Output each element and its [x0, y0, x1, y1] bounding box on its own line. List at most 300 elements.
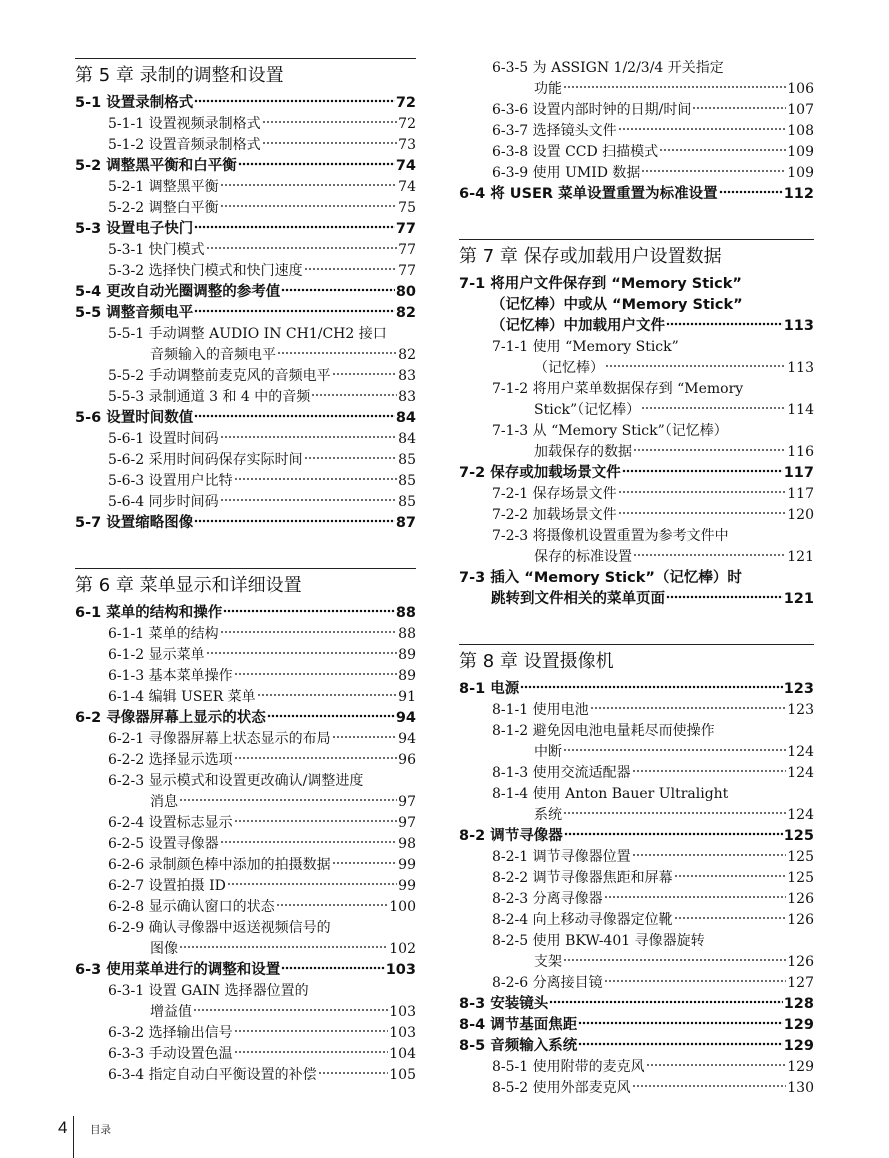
dot-leader: [220, 498, 398, 502]
toc-subsection-entry[interactable]: [75, 387, 416, 408]
toc-entry-title: 7-2 保存或加载场景文件: [459, 465, 621, 481]
toc-entry-title: 6-1-1 菜单的结构: [108, 626, 219, 642]
toc-subsection-entry[interactable]: [75, 834, 416, 855]
toc-entry-title: 5-2 调整黑平衡和白平衡: [75, 158, 237, 174]
toc-entry-title: 6-3-7 选择镜头文件: [492, 123, 617, 139]
toc-page-number: 80: [395, 284, 416, 300]
toc-section-entry[interactable]: [459, 184, 814, 205]
toc-entry-title: 跳转到文件相关的菜单页面: [491, 591, 665, 607]
dot-leader: [234, 672, 398, 676]
toc-page-number: 126: [787, 954, 814, 970]
dot-leader: [719, 190, 783, 194]
toc-entry-title: 8-5 音频输入系统: [459, 1038, 578, 1054]
dot-leader: [633, 553, 786, 557]
toc-subsection-entry[interactable]: [75, 471, 416, 492]
toc-subsection-entry[interactable]: [459, 400, 814, 421]
toc-entry-title: 加载保存的数据: [534, 444, 632, 460]
toc-entry-title: （记忆棒）: [534, 360, 604, 376]
dot-leader: [194, 519, 395, 523]
dot-leader: [304, 456, 398, 460]
dot-leader: [332, 372, 398, 376]
dot-leader: [666, 322, 783, 326]
dot-leader: [194, 225, 395, 229]
toc-page-number: 103: [385, 962, 416, 978]
toc-subsection-entry[interactable]: [75, 855, 416, 876]
toc-page-number: 129: [783, 1038, 814, 1054]
toc-section-entry[interactable]: [75, 513, 416, 534]
toc-entry-text: 6-2-3 显示模式和设置更改确认/调整进度: [108, 773, 364, 789]
toc-entry-title: 消息: [150, 794, 178, 810]
toc-subsection-entry[interactable]: [75, 1044, 416, 1065]
toc-subsection-entry[interactable]: [459, 700, 814, 721]
toc-entry-title: 8-2-6 分离接目镜: [492, 975, 603, 991]
toc-entry-title: 保存的标准设置: [534, 549, 632, 565]
dot-leader: [179, 798, 397, 802]
toc-entry-title: 6-2-8 显示确认窗口的状态: [108, 899, 275, 915]
toc-entry-title: 8-2-2 调节寻像器焦距和屏幕: [492, 870, 673, 886]
toc-page-number: 121: [783, 591, 814, 607]
dot-leader: [618, 511, 787, 515]
toc-page-number: 75: [398, 200, 416, 216]
toc-entry-title: 8-2 调节寻像器: [459, 828, 563, 844]
toc-entry-title: 8-1 电源: [459, 681, 520, 697]
toc-page-number: 82: [395, 305, 416, 321]
dot-leader: [578, 1021, 782, 1025]
toc-subsection-entry[interactable]: [459, 547, 814, 568]
toc-page-number: 102: [389, 941, 416, 957]
toc-entry-title: 8-5-2 使用外部麦克风: [492, 1080, 631, 1096]
toc-section-entry[interactable]: [75, 408, 416, 429]
toc-subsection-entry[interactable]: [75, 261, 416, 282]
toc-page-number: 130: [787, 1080, 814, 1096]
toc-page-number: 97: [398, 794, 416, 810]
dot-leader: [674, 874, 787, 878]
toc-page-number: 105: [389, 1067, 416, 1083]
dot-leader: [632, 853, 787, 857]
toc-page-number: 124: [787, 744, 814, 760]
toc-page-number: 73: [398, 137, 416, 153]
dot-leader: [220, 204, 398, 208]
toc-subsection-entry[interactable]: [75, 198, 416, 219]
toc-chapter: [459, 239, 814, 610]
dot-leader: [618, 127, 787, 131]
toc-entry-title: 8-1-3 使用交流适配器: [492, 765, 631, 781]
toc-page-number: 94: [395, 710, 416, 726]
dot-leader: [276, 903, 389, 907]
toc-entry-title: 5-5 调整音频电平: [75, 305, 194, 321]
chapter-title: 第 7 章 保存或加载用户设置数据: [459, 246, 722, 267]
toc-page-number: 120: [787, 507, 814, 523]
toc-entry-title: 支架: [534, 954, 562, 970]
dot-leader: [633, 448, 786, 452]
toc-subsection-entry[interactable]: [75, 939, 416, 960]
toc-subsection-entry[interactable]: [75, 1023, 416, 1044]
dot-leader: [311, 393, 397, 397]
toc-page-number: 84: [398, 431, 416, 447]
toc-entry-title: 6-1-3 基本菜单操作: [108, 668, 233, 684]
toc-entry-title: 5-6-4 同步时间码: [108, 494, 219, 510]
dot-leader: [194, 99, 395, 103]
dot-leader: [590, 706, 787, 710]
toc-entry-title: 6-4 将 USER 菜单设置重置为标准设置: [459, 186, 718, 202]
toc-subsection-entry[interactable]: [75, 1065, 416, 1086]
toc-entry-title: 功能: [534, 81, 562, 97]
toc-entry-title: 5-6-1 设置时间码: [108, 431, 219, 447]
toc-page-number: 125: [787, 849, 814, 865]
toc-entry-title: 6-2-7 设置拍摄 ID: [108, 878, 226, 894]
dot-leader: [179, 945, 388, 949]
toc-entry-text: 6-3-5 为 ASSIGN 1/2/3/4 开关指定: [492, 60, 724, 76]
toc-section-entry[interactable]: [459, 994, 814, 1015]
toc-page-number: 85: [398, 452, 416, 468]
dot-leader: [234, 1050, 389, 1054]
toc-entry-title: 图像: [150, 941, 178, 957]
dot-leader: [220, 630, 398, 634]
toc-subsection-entry[interactable]: [459, 484, 814, 505]
toc-entry-title: 8-1-1 使用电池: [492, 702, 589, 718]
toc-entry-title: 5-3-2 选择快门模式和快门速度: [108, 263, 303, 279]
toc-page-number: 72: [395, 95, 416, 111]
toc-section-entry[interactable]: [75, 603, 416, 624]
toc-subsection-entry[interactable]: [459, 763, 814, 784]
toc-entry-title: 5-1-1 设置视频录制格式: [108, 116, 261, 132]
chapter-title: 第 6 章 菜单显示和详细设置: [75, 575, 302, 596]
dot-leader: [666, 595, 783, 599]
toc-column-right: [459, 58, 814, 1133]
toc-subsection-entry[interactable]: [459, 1078, 814, 1099]
dot-leader: [632, 769, 787, 773]
toc-page-number: 126: [787, 912, 814, 928]
toc-subsection-entry[interactable]: [75, 135, 416, 156]
toc-page-number: 74: [398, 179, 416, 195]
toc-page-number: 89: [398, 647, 416, 663]
toc-section-entry[interactable]: [75, 156, 416, 177]
dot-leader: [234, 756, 398, 760]
toc-subsection-entry[interactable]: [75, 876, 416, 897]
toc-page-number: 98: [398, 836, 416, 852]
toc-subsection-entry[interactable]: [75, 492, 416, 513]
toc-entry-title: 系统: [534, 807, 562, 823]
dot-leader: [318, 1071, 389, 1075]
dot-leader: [262, 141, 398, 145]
dot-leader: [206, 651, 398, 655]
toc-subsection-entry[interactable]: [75, 687, 416, 708]
toc-subsection-entry[interactable]: [459, 910, 814, 931]
toc-subsection-entry[interactable]: [75, 177, 416, 198]
toc-entry-title: 8-4 调节基面焦距: [459, 1017, 578, 1033]
toc-entry-title: 6-3-9 使用 UMID 数据: [492, 165, 641, 181]
toc-section-entry[interactable]: [459, 1036, 814, 1057]
toc-page-number: 113: [787, 360, 814, 376]
toc-chapter: [459, 58, 814, 205]
toc-subsection-entry[interactable]: [459, 805, 814, 826]
dot-leader: [257, 693, 397, 697]
dot-leader: [549, 1000, 782, 1004]
toc-subsection-entry[interactable]: [459, 847, 814, 868]
dot-leader: [227, 882, 397, 886]
toc-entry-title: 5-5-2 手动调整前麦克风的音频电平: [108, 368, 331, 384]
toc-subsection-entry[interactable]: [75, 897, 416, 918]
dot-leader: [223, 609, 395, 613]
toc-entry-text: 7-3 插入 “Memory Stick”（记忆棒）时: [459, 570, 742, 586]
toc-entry-title: 8-2-3 分离寻像器: [492, 891, 603, 907]
toc-page-number: 72: [398, 116, 416, 132]
dot-leader: [520, 685, 782, 689]
toc-entry-title: 6-1 菜单的结构和操作: [75, 605, 223, 621]
toc-page-number: 99: [398, 878, 416, 894]
toc-subsection-entry[interactable]: [75, 429, 416, 450]
toc-page-number: 91: [398, 689, 416, 705]
toc-subsection-entry[interactable]: [459, 973, 814, 994]
toc-subsection-entry[interactable]: [75, 1002, 416, 1023]
dot-leader: [674, 916, 787, 920]
toc-page-number: 123: [783, 681, 814, 697]
toc-page-number: 125: [787, 870, 814, 886]
toc-subsection-entry[interactable]: [459, 889, 814, 910]
toc-entry-title: 5-2-1 调整黑平衡: [108, 179, 219, 195]
toc-entry-text: 8-1-4 使用 Anton Bauer Ultralight: [492, 786, 729, 802]
toc-page-number: 77: [398, 263, 416, 279]
toc-entry-text: 7-1-1 使用 “Memory Stick”: [492, 339, 679, 355]
dot-leader: [618, 490, 787, 494]
toc-subsection-entry[interactable]: [459, 442, 814, 463]
toc-section-entry[interactable]: [75, 303, 416, 324]
toc-page-number: 116: [787, 444, 814, 460]
toc-page-number: 121: [787, 549, 814, 565]
toc-page-number: 77: [398, 242, 416, 258]
toc-subsection-entry[interactable]: [75, 792, 416, 813]
toc-page-number: 114: [787, 402, 814, 418]
footer-label: 目录: [90, 1124, 111, 1136]
dot-leader: [194, 414, 395, 418]
toc-subsection-entry[interactable]: [459, 868, 814, 889]
dot-leader: [563, 85, 786, 89]
toc-entry-text: 6-2-9 确认寻像器中返送视频信号的: [108, 920, 331, 936]
toc-subsection-entry[interactable]: [459, 358, 814, 379]
toc-subsection-entry[interactable]: [75, 813, 416, 834]
toc-page-number: 112: [783, 186, 814, 202]
toc-page-number: 77: [395, 221, 416, 237]
dot-leader: [304, 267, 398, 271]
toc-subsection-entry[interactable]: [459, 100, 814, 121]
dot-leader: [220, 840, 398, 844]
toc-entry-title: 6-2-4 设置标志显示: [108, 815, 233, 831]
toc-entry-title: 8-2-4 向上移动寻像器定位靴: [492, 912, 673, 928]
toc-section-entry[interactable]: [459, 463, 814, 484]
toc-section-entry[interactable]: [459, 316, 814, 337]
toc-page-number: 74: [395, 158, 416, 174]
toc-page-number: 88: [398, 626, 416, 642]
toc-entry-text: 7-2-3 将摄像机设置重置为参考文件中: [492, 528, 729, 544]
dot-leader: [632, 1084, 787, 1088]
toc-page-number: 123: [787, 702, 814, 718]
toc-entry-title: 8-2-1 调节寻像器位置: [492, 849, 631, 865]
toc-page-number: 109: [787, 144, 814, 160]
toc-entry-title: 8-5-1 使用附带的麦克风: [492, 1059, 645, 1075]
chapter-rule: [459, 239, 814, 240]
toc-page-number: 117: [783, 465, 814, 481]
toc-section-entry[interactable]: [459, 826, 814, 847]
toc-subsection-entry[interactable]: [459, 742, 814, 763]
toc-entry-title: 6-3-6 设置内部时钟的日期/时间: [492, 102, 692, 118]
toc-page-number: 85: [398, 473, 416, 489]
toc-section-entry[interactable]: [75, 219, 416, 240]
toc-entry-title: 5-6 设置时间数值: [75, 410, 194, 426]
dot-leader: [281, 966, 384, 970]
toc-page-number: 124: [787, 765, 814, 781]
toc-entry-title: 5-4 更改自动光圈调整的参考值: [75, 284, 281, 300]
toc-page-number: 127: [787, 975, 814, 991]
toc-entry-title: 7-2-2 加载场景文件: [492, 507, 617, 523]
toc-subsection-entry[interactable]: [75, 114, 416, 135]
dot-leader: [604, 895, 787, 899]
toc-page-number: 88: [395, 605, 416, 621]
toc-entry-title: 音频输入的音频电平: [150, 347, 276, 363]
toc-section-entry[interactable]: [459, 589, 814, 610]
toc-subsection-entry[interactable]: [75, 645, 416, 666]
toc-entry-text: （记忆棒）中或从 “Memory Stick”: [491, 297, 743, 313]
toc-subsection-entry[interactable]: [459, 163, 814, 184]
toc-section-entry[interactable]: [75, 960, 416, 981]
toc-subsection-entry[interactable]: [75, 345, 416, 366]
toc-section-entry[interactable]: [459, 679, 814, 700]
dot-leader: [206, 246, 398, 250]
dot-leader: [220, 435, 398, 439]
toc-subsection-entry[interactable]: [75, 624, 416, 645]
toc-entry-title: 6-3-3 手动设置色温: [108, 1046, 233, 1062]
dot-leader: [563, 958, 786, 962]
dot-leader: [281, 288, 395, 292]
toc-page-number: 103: [389, 1004, 416, 1020]
toc-entry-title: 5-1 设置录制格式: [75, 95, 194, 111]
toc-page-number: 104: [389, 1046, 416, 1062]
toc-subsection-entry[interactable]: [75, 666, 416, 687]
toc-entry-title: 中断: [534, 744, 562, 760]
dot-leader: [238, 162, 395, 166]
dot-leader: [641, 406, 786, 410]
toc-subsection-entry[interactable]: [75, 366, 416, 387]
toc-entry-title: 6-2-6 录制颜色棒中添加的拍摄数据: [108, 857, 331, 873]
toc-page-number: 97: [398, 815, 416, 831]
dot-leader: [692, 106, 786, 110]
toc-subsection-entry[interactable]: [459, 505, 814, 526]
toc-subsection-entry[interactable]: [459, 952, 814, 973]
toc-page-number: 129: [787, 1059, 814, 1075]
dot-leader: [578, 1042, 782, 1046]
toc-page-number: 124: [787, 807, 814, 823]
toc-entry-title: 5-6-2 采用时间码保存实际时间: [108, 452, 303, 468]
toc-section-entry[interactable]: [459, 1015, 814, 1036]
dot-leader: [332, 735, 398, 739]
toc-page-number: 83: [398, 389, 416, 405]
toc-page-number: 82: [398, 347, 416, 363]
toc-page-number: 126: [787, 891, 814, 907]
toc-entry-title: 5-1-2 设置音频录制格式: [108, 137, 261, 153]
dot-leader: [220, 183, 398, 187]
toc-page-number: 100: [389, 899, 416, 915]
toc-entry-text: 7-1 将用户文件保存到 “Memory Stick”: [459, 276, 742, 292]
chapter-rule: [459, 644, 814, 645]
toc-subsection-entry[interactable]: [75, 729, 416, 750]
toc-subsection-entry[interactable]: [75, 450, 416, 471]
toc-entry-title: 6-2 寻像器屏幕上显示的状态: [75, 710, 266, 726]
toc-section-entry[interactable]: [75, 708, 416, 729]
toc-page-number: 125: [783, 828, 814, 844]
toc-section-entry[interactable]: [75, 93, 416, 114]
toc-subsection-entry[interactable]: [459, 79, 814, 100]
toc-subsection-entry[interactable]: [459, 121, 814, 142]
toc-page-number: 108: [787, 123, 814, 139]
toc-entry-title: 6-3-4 指定自动白平衡设置的补偿: [108, 1067, 317, 1083]
toc-column-left: [75, 58, 416, 1120]
dot-leader: [277, 351, 397, 355]
toc-page-number: 109: [787, 165, 814, 181]
chapter-title: 第 8 章 设置摄像机: [459, 651, 614, 672]
chapter-rule: [75, 58, 416, 59]
dot-leader: [564, 832, 783, 836]
dot-leader: [234, 1029, 389, 1033]
toc-subsection-entry[interactable]: [459, 142, 814, 163]
toc-entry-title: 6-1-2 显示菜单: [108, 647, 205, 663]
toc-subsection-entry[interactable]: [459, 1057, 814, 1078]
chapter-rule: [75, 568, 416, 569]
toc-entry-text: 8-2-5 使用 BKW-401 寻像器旋转: [492, 933, 705, 949]
toc-entry-text: 7-1-2 将用户菜单数据保存到 “Memory: [492, 381, 744, 397]
toc-entry-title: 6-3-2 选择输出信号: [108, 1025, 233, 1041]
toc-section-entry[interactable]: [75, 282, 416, 303]
toc-entry-text: 8-1-2 避免因电池电量耗尽而使操作: [492, 723, 715, 739]
toc-page-number: 94: [398, 731, 416, 747]
toc-entry-title: 5-6-3 设置用户比特: [108, 473, 233, 489]
toc-entry-title: 5-2-2 调整白平衡: [108, 200, 219, 216]
toc-page-number: 128: [783, 996, 814, 1012]
toc-page-number: 106: [787, 81, 814, 97]
toc-entry-title: 6-1-4 编辑 USER 菜单: [108, 689, 256, 705]
toc-page-number: 107: [787, 102, 814, 118]
toc-page-number: 83: [398, 368, 416, 384]
toc-chapter: [75, 58, 416, 534]
dot-leader: [234, 819, 398, 823]
dot-leader: [605, 364, 786, 368]
toc-entry-title: 5-3 设置电子快门: [75, 221, 194, 237]
dot-leader: [622, 469, 783, 473]
dot-leader: [604, 979, 787, 983]
page-footer: [0, 1112, 200, 1158]
footer-divider: [73, 1116, 74, 1158]
toc-entry-text: 7-1-3 从 “Memory Stick”（记忆棒）: [492, 423, 728, 439]
toc-page-number: 96: [398, 752, 416, 768]
toc-entry-title: Stick”（记忆棒）: [534, 402, 641, 418]
dot-leader: [332, 861, 398, 865]
toc-page-number: 89: [398, 668, 416, 684]
toc-page-number: 87: [395, 515, 416, 531]
toc-entry-title: 6-2-5 设置寻像器: [108, 836, 219, 852]
dot-leader: [262, 120, 398, 124]
toc-entry-title: 5-7 设置缩略图像: [75, 515, 194, 531]
toc-chapter: [459, 644, 814, 1099]
toc-subsection-entry[interactable]: [75, 240, 416, 261]
toc-entry-title: （记忆棒）中加载用户文件: [491, 318, 665, 334]
dot-leader: [267, 714, 395, 718]
toc-entry-title: 6-3-8 设置 CCD 扫描模式: [492, 144, 659, 160]
toc-page-number: 103: [389, 1025, 416, 1041]
toc-subsection-entry[interactable]: [75, 750, 416, 771]
dot-leader: [563, 748, 786, 752]
dot-leader: [659, 148, 786, 152]
toc-entry-title: 5-3-1 快门模式: [108, 242, 205, 258]
toc-page-number: 99: [398, 857, 416, 873]
toc-entry-title: 6-2-2 选择显示选项: [108, 752, 233, 768]
